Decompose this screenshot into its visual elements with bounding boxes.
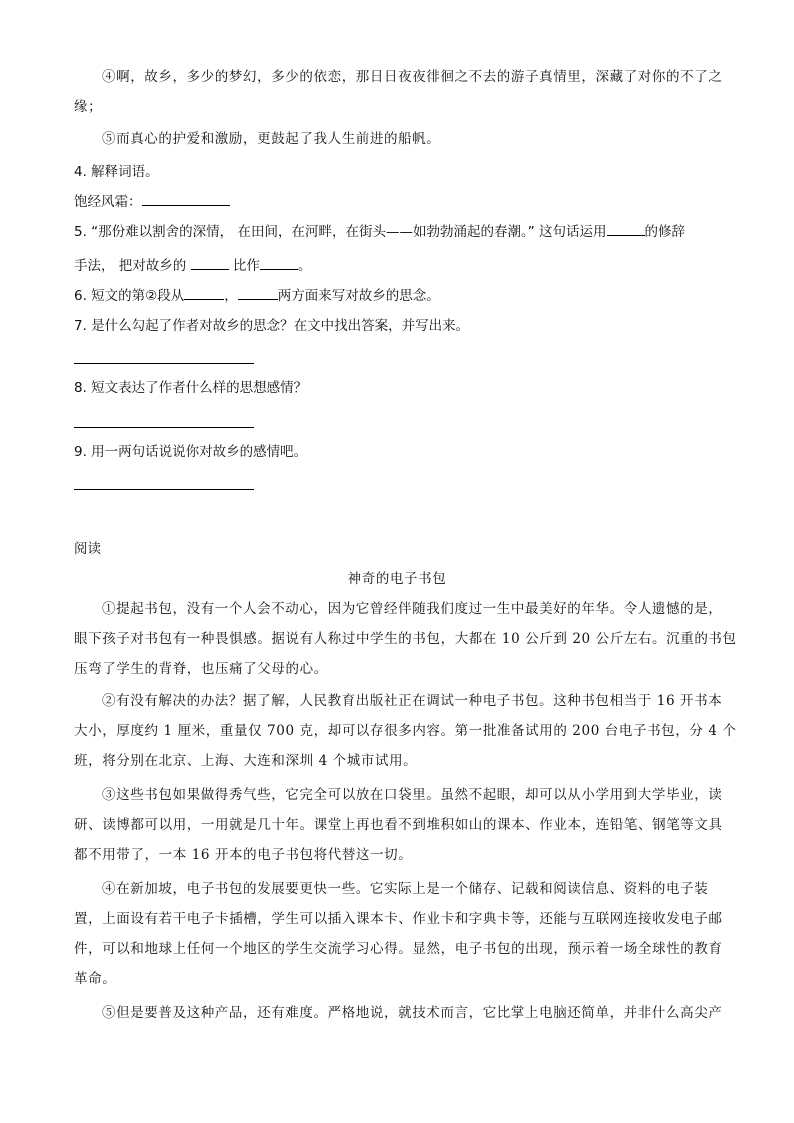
paragraph-line: ③这些书包如果做得秀气些，它完全可以放在口袋里。虽然不起眼，却可以从小学用到大学毕业，读: [102, 787, 723, 803]
reading-paragraph-5: [74, 998, 723, 1028]
question-7: 7. 是什么勾起了作者对故乡的思念？在文中找出答案，并写出来。: [74, 318, 470, 334]
question-5-text: 。: [297, 258, 312, 274]
paragraph-line: ⑤但是要普及这种产品，还有难度。严格地说，就技术而言，它比掌上电脑还简单，并非什么高尖产: [102, 1005, 723, 1021]
paragraph-line: 革命。: [74, 971, 117, 987]
question-5-text: 手法， 把对故乡的: [74, 258, 191, 274]
answer-blank[interactable]: [191, 257, 229, 270]
question-5-text: 的修辞: [644, 224, 685, 240]
question-4-term: [74, 192, 734, 212]
question-5-line-2: [74, 256, 734, 276]
term-label: 饱经风霜：: [74, 194, 142, 210]
question-4: 4. 解释词语。: [74, 164, 159, 180]
answer-line[interactable]: [74, 363, 254, 364]
question-5-text: 比作: [228, 258, 260, 274]
reading-paragraph-4: [74, 874, 723, 994]
answer-blank[interactable]: [607, 223, 645, 236]
passage-paragraph-5: [74, 124, 714, 154]
paragraph-line: 眼下孩子对书包有一种畏惧感。据说有人称过中学生的书包，大都在 10 公斤到 20 公斤左右。沉重的书包: [74, 631, 737, 647]
section-label: 阅读: [74, 541, 101, 557]
reading-paragraph-2: [74, 686, 737, 776]
paragraph-line: ④在新加坡，电子书包的发展要更快一些。它实际上是一个储存、记载和阅读信息、资料的电子装: [102, 881, 709, 897]
question-5-text: 5. “那份难以割舍的深情， 在田间，在河畔，在街头——如勃勃涌起的春潮。” 这句话运用: [74, 224, 607, 240]
paragraph-line: 大小，厚度约 1 厘米，重量仅 700 克，却可以存很多内容。第一批准备试用的 200 台电子书包，分 4 个: [74, 723, 737, 739]
paragraph-line: 都不用带了，一本 16 开本的电子书包将代替这一切。: [74, 847, 413, 863]
paragraph-line: 压弯了学生的背脊，也压痛了父母的心。: [74, 661, 328, 677]
question-6: [74, 286, 734, 306]
reading-paragraph-1: [74, 594, 737, 684]
paragraph-line: ⑤而真心的护爱和激励，更鼓起了我人生前进的船帆。: [102, 131, 441, 147]
paragraph-line: ④啊，故乡，多少的梦幻，多少的依恋，那日日夜夜徘徊之不去的游子真情里，深藏了对你的不了之: [102, 69, 723, 85]
answer-line[interactable]: [74, 427, 254, 428]
question-6-text: 两方面来写对故乡的思念。: [277, 288, 440, 304]
paragraph-line: ②有没有解决的办法？据了解，人民教育出版社正在调试一种电子书包。这种书包相当于 16 开书本: [102, 693, 723, 709]
paragraph-line: 置，上面设有若干电子卡插槽，学生可以插入课本卡、作业卡和字典卡等，还能与互联网连接收发电子邮: [74, 911, 723, 927]
answer-blank[interactable]: [238, 287, 278, 300]
paragraph-line: 缘；: [74, 99, 103, 115]
paragraph-line: 班，将分别在北京、上海、大连和深圳 4 个城市试用。: [74, 753, 418, 769]
reading-paragraph-3: [74, 780, 723, 870]
question-5-line-1: [74, 222, 734, 242]
question-9: 9. 用一两句话说说你对故乡的感情吧。: [74, 444, 308, 460]
question-6-text: ，: [224, 288, 238, 304]
paragraph-line: 研、读博都可以用，一用就是几十年。课堂上再也看不到堆积如山的课本、作业本，连铅笔、钢笔等文具: [74, 817, 723, 833]
answer-blank[interactable]: [260, 257, 298, 270]
answer-blank[interactable]: [184, 287, 224, 300]
passage-title: 神奇的电子书包: [347, 571, 447, 587]
answer-line[interactable]: [74, 489, 254, 490]
question-8: 8. 短文表达了作者什么样的思想感情？: [74, 380, 308, 396]
paragraph-line: ①提起书包，没有一个人会不动心，因为它曾经伴随我们度过一生中最美好的年华。令人遗憾的是，: [102, 601, 723, 617]
paragraph-line: 件，可以和地球上任何一个地区的学生交流学习心得。显然，电子书包的出现，预示着一场全球性的教育: [74, 941, 723, 957]
passage-paragraph-4: [74, 62, 723, 122]
answer-blank[interactable]: [142, 193, 230, 206]
question-6-text: 6. 短文的第②段从: [74, 288, 185, 304]
